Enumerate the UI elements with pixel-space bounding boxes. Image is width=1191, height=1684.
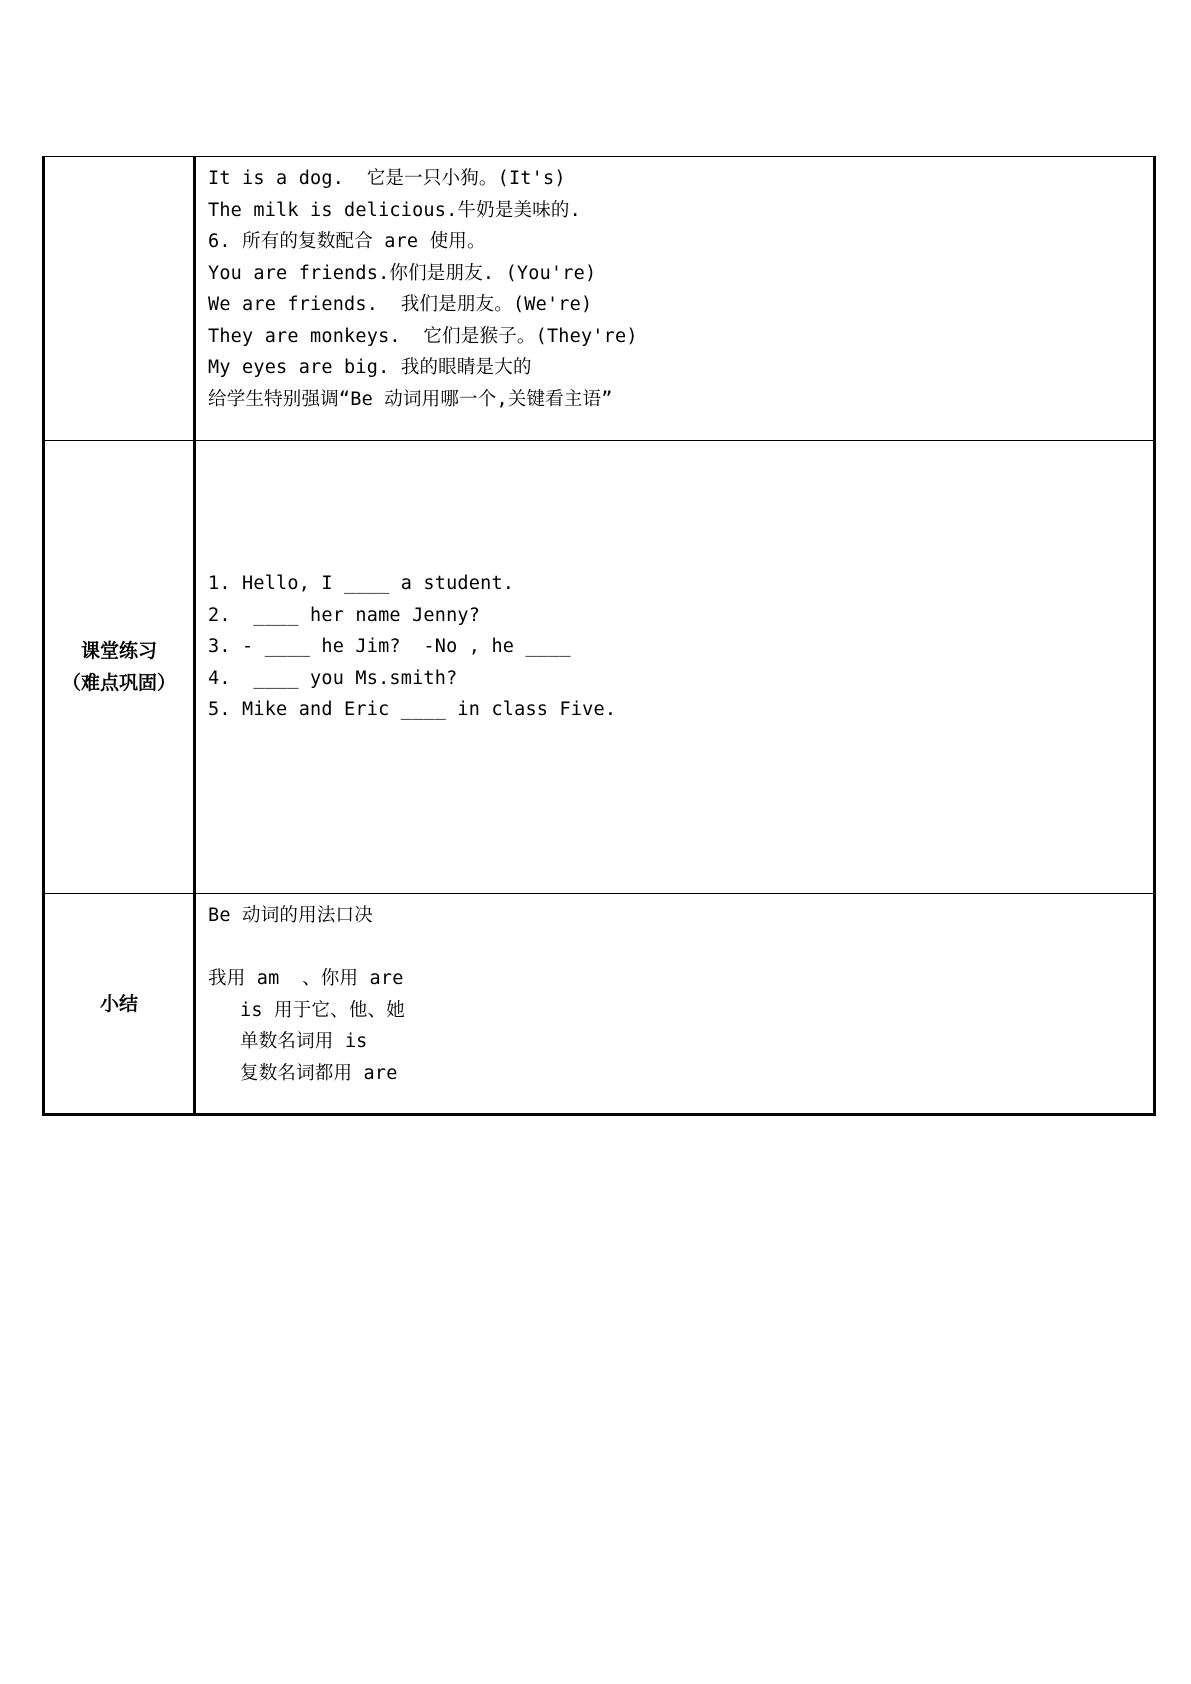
summary-line: 单数名词用 is (240, 1031, 368, 1052)
row-content-cell (195, 157, 1155, 441)
row-label-cell (44, 894, 195, 1115)
row-content-cell (195, 441, 1155, 894)
row-label-cell (44, 157, 195, 441)
table-row (44, 894, 1155, 1115)
section-label: 课堂练习 (80, 640, 157, 662)
table-row (44, 441, 1155, 894)
example-line: The milk is delicious.牛奶是美味的. (208, 199, 581, 221)
exercise-list (196, 441, 1153, 726)
blank-line (208, 932, 1153, 964)
summary-title: Be 动词的用法口决 (208, 905, 373, 926)
table-row (44, 157, 1155, 441)
summary-line: 复数名词都用 are (240, 1062, 398, 1084)
summary-line: 我用 am 、你用 are (208, 968, 404, 989)
summary-line: is 用于它、他、她 (240, 999, 405, 1021)
summary-block (196, 894, 1153, 1089)
example-line: You are friends.你们是朋友. (You're) (208, 262, 597, 284)
emphasis-note: 给学生特别强调“Be 动词用哪一个,关键看主语” (208, 388, 613, 410)
rule-line: 6. 所有的复数配合 are 使用。 (208, 231, 486, 252)
row-content-cell (195, 894, 1155, 1115)
row-label-cell (44, 441, 195, 894)
exercise-item: 4. ____ you Ms.smith? (208, 667, 458, 689)
example-line: They are monkeys. 它们是猴子。(They're) (208, 325, 638, 347)
example-line: We are friends. 我们是朋友。(We're) (208, 294, 593, 315)
examples-block (196, 157, 1153, 415)
section-label: 小结 (99, 992, 138, 1015)
lesson-plan-table (42, 156, 1156, 1116)
example-line: My eyes are big. 我的眼睛是大的 (208, 357, 532, 378)
exercise-item: 1. Hello, I ____ a student. (208, 573, 515, 594)
exercise-item: 5. Mike and Eric ____ in class Five. (208, 699, 617, 720)
exercise-item: 3. - ____ he Jim? -No , he ____ (208, 636, 571, 657)
example-line: It is a dog. 它是一只小狗。(It's) (208, 168, 566, 189)
section-sublabel: （难点巩固） (61, 672, 176, 694)
exercise-item: 2. ____ her name Jenny? (208, 604, 481, 626)
